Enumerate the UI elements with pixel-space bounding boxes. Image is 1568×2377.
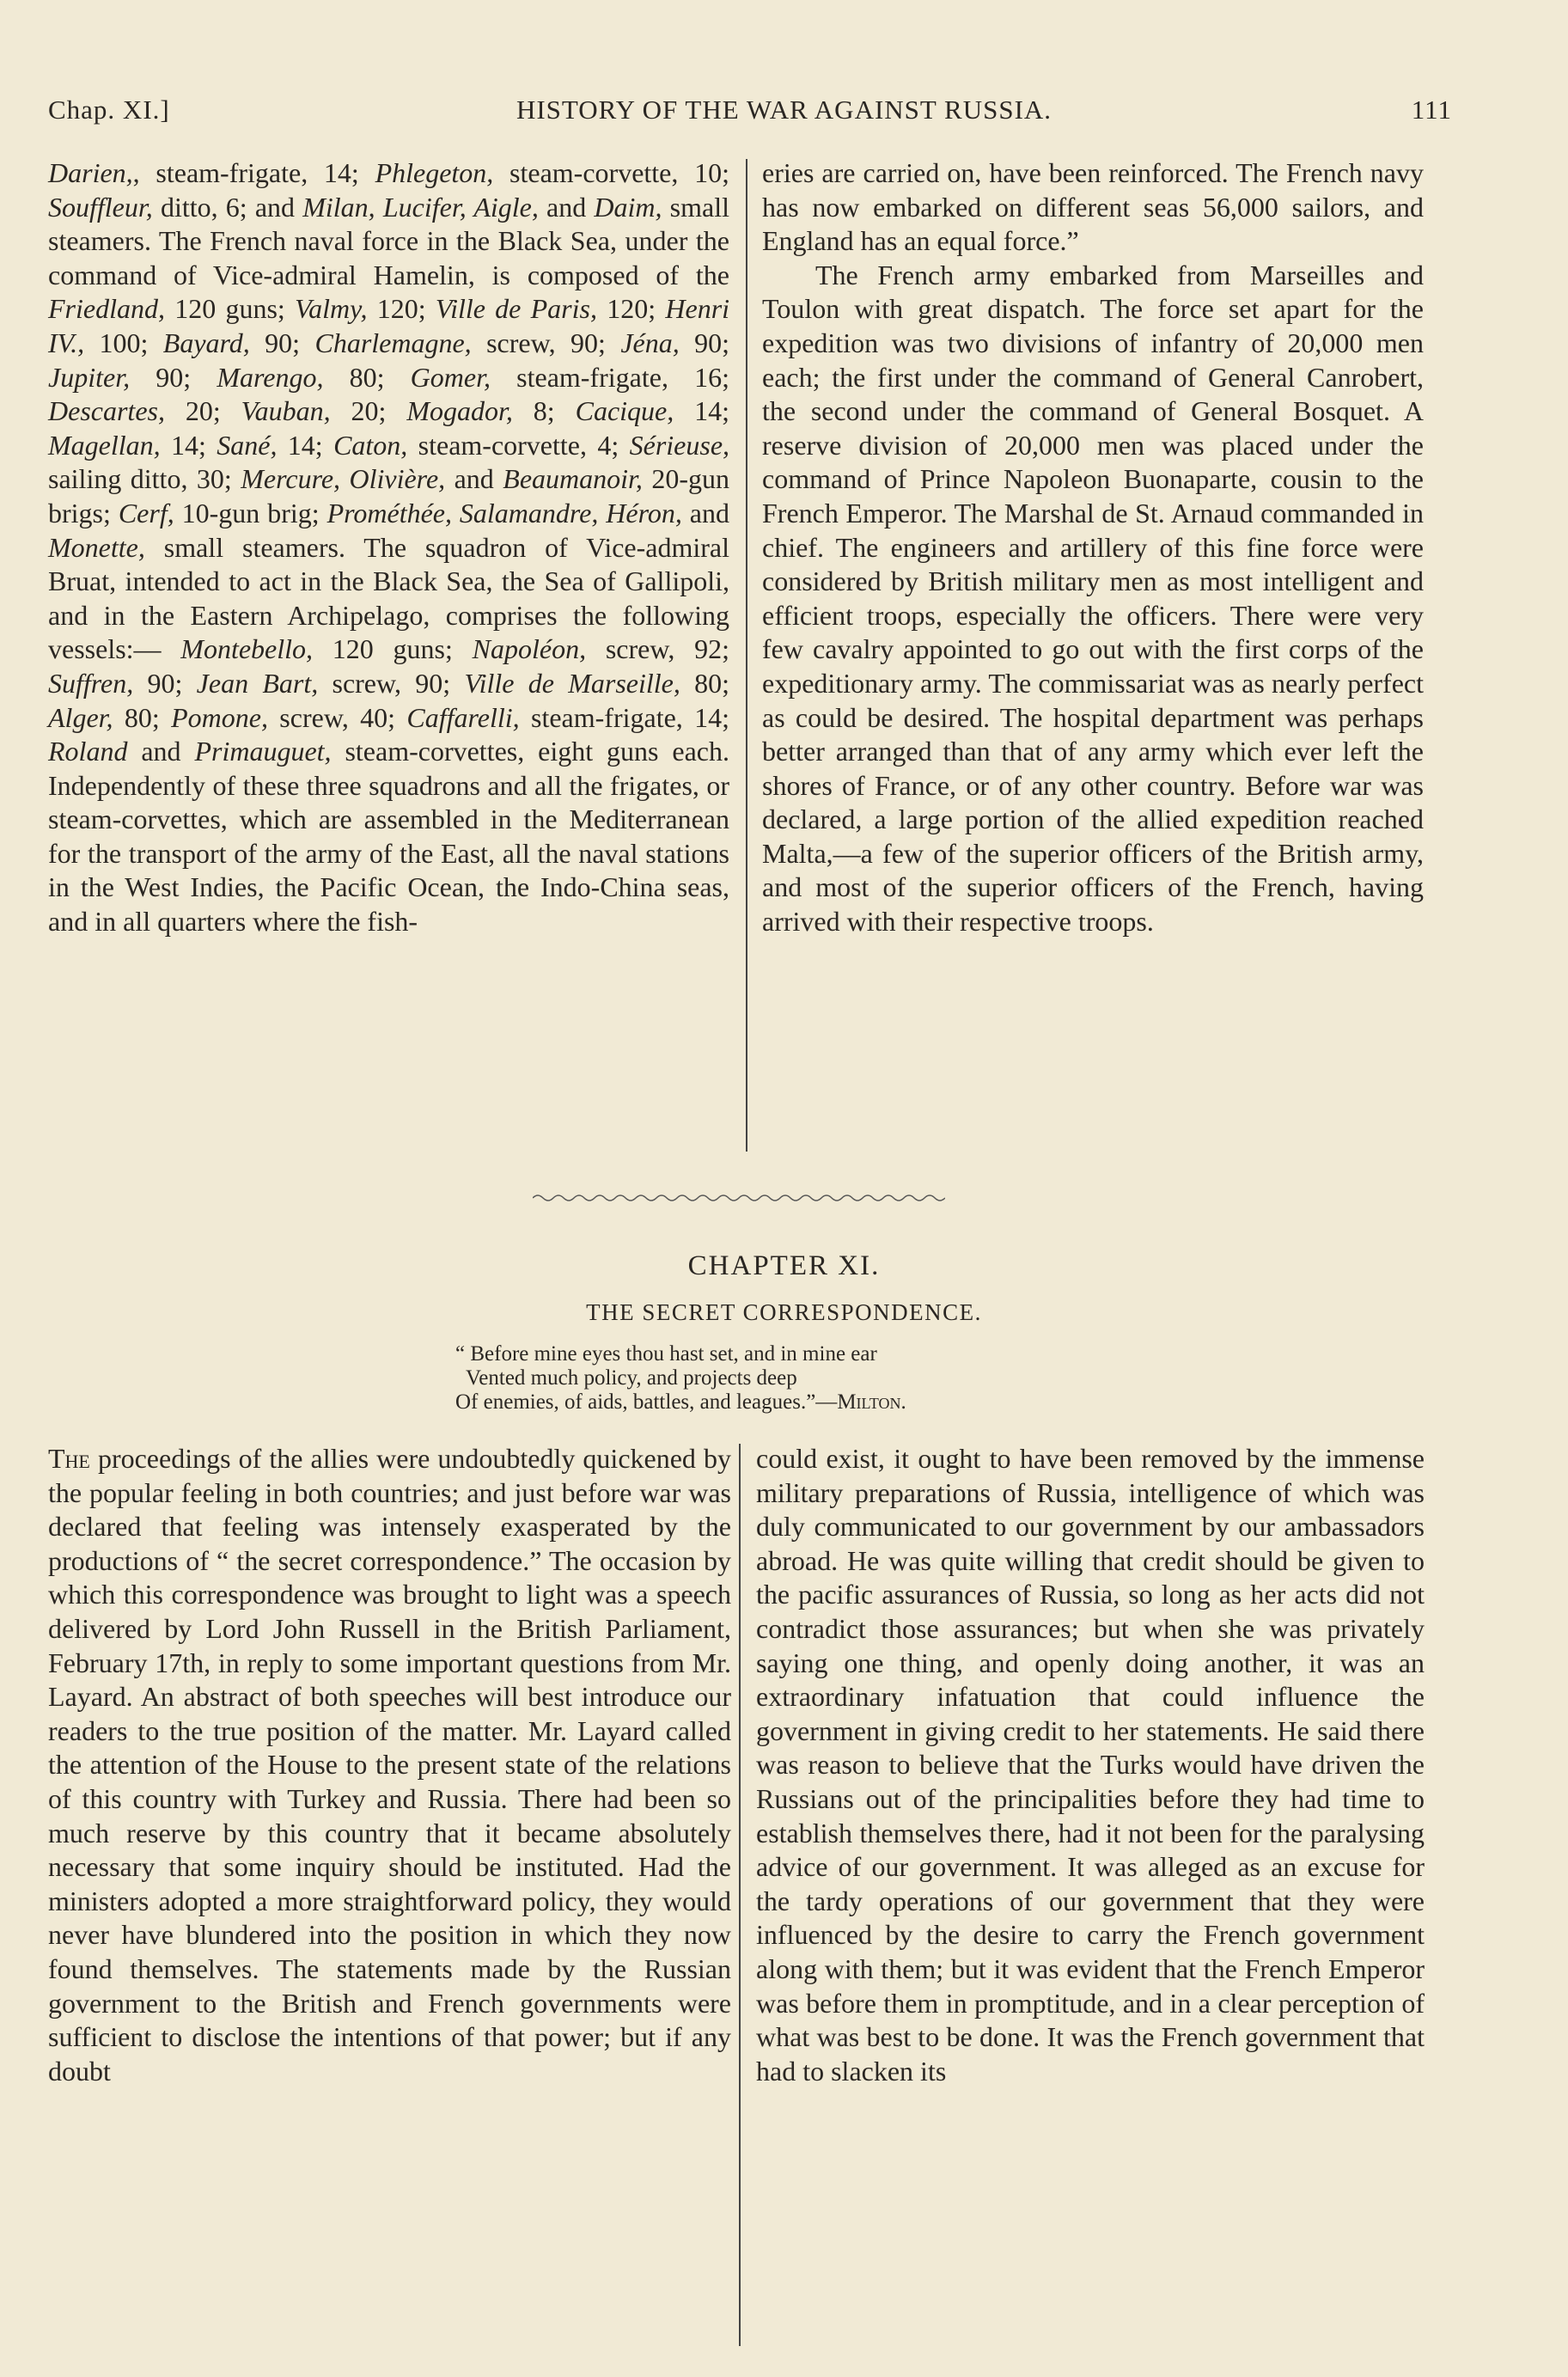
ship-name: Charlemagne,: [314, 327, 472, 358]
running-title: HISTORY OF THE WAR AGAINST RUSSIA.: [516, 95, 1052, 125]
text-run: , steam-frigate, 14;: [132, 157, 375, 188]
text-run: screw, 90;: [318, 667, 465, 699]
text-run: 120 guns;: [164, 293, 296, 325]
ship-name: Napoléon,: [472, 633, 587, 665]
ship-name: Ville de Paris,: [435, 293, 597, 325]
chapter-opening-paragraph: [48, 1442, 731, 2088]
epigraph-line-1: “ Before mine eyes thou hast set, and in mine ear: [455, 1342, 877, 1366]
text-run: 90;: [679, 327, 730, 358]
ship-name: Magellan,: [48, 429, 161, 461]
text-run: sailing ditto, 30;: [48, 463, 241, 495]
ship-name: Primauguet,: [194, 736, 332, 767]
ship-name: Gomer,: [410, 361, 491, 393]
text-run: 120 guns;: [313, 633, 473, 665]
epigraph-line-3-text: Of enemies, of aids, battles, and leagues.”—: [455, 1390, 838, 1414]
ship-name: Vauban,: [241, 395, 331, 427]
ship-name: Caton,: [333, 429, 408, 461]
text-run: 14;: [160, 429, 217, 461]
text-run: screw, 40;: [267, 701, 407, 733]
ship-name: Cacique,: [575, 395, 674, 427]
ship-name: Jéna,: [620, 327, 680, 358]
ship-name: Beaumanoir,: [503, 463, 643, 495]
column-rule-bottom: [739, 1444, 741, 2346]
text-run: 90;: [130, 361, 217, 393]
chapter-title: CHAPTER XI.: [687, 1250, 881, 1281]
text-run: 10-gun brig;: [174, 497, 327, 529]
ship-name: Caffarelli,: [406, 701, 520, 733]
text-run: ditto, 6; and: [152, 191, 303, 223]
top-right-paragraph-1: eries are carried on, have been reinforced. The French navy has now embarked on different seas 56,000 sailors, and England has an equal force.”: [762, 157, 1424, 257]
ship-name: Pomone,: [171, 701, 268, 733]
ship-name: Darien,: [48, 157, 133, 188]
text-run: steam-corvettes, eight guns each. Independently of these three squadrons and all the frigates, or steam-corvettes, which are assembled in the Mediterranean for the transport of the army of the East, all the naval stations in the West Indies, the Pacific Ocean, the Indo-China seas, and in all quarters where the fish-: [48, 736, 730, 938]
ship-name: Cerf,: [118, 497, 174, 529]
bottom-right-column: [756, 1442, 1425, 2088]
ship-name: Monette,: [48, 531, 145, 563]
text-run: small steamers. The squadron of Vice-admiral Bruat, intended to act in the Black Sea, the Sea of Gallipoli, and in the Eastern Archipelago, comprises the following vessels:—: [48, 531, 729, 665]
text-run: 80;: [113, 701, 172, 733]
epigraph: [455, 1342, 906, 1415]
ship-name: Suffren,: [48, 667, 134, 699]
ship-name: Prométhée, Salamandre, Héron,: [326, 497, 682, 529]
text-run: 20;: [330, 395, 407, 427]
ship-name: Friedland,: [48, 293, 165, 325]
text-run: and: [681, 497, 729, 529]
text-run: screw, 90;: [471, 327, 621, 358]
ship-name: Daim,: [594, 191, 662, 223]
bottom-right-paragraph: could exist, it ought to have been removed by the immense military preparations of Russia, intelligence of which was duly communicated to our government by our ambassadors abroad. He was quite willing that credit should be given to the pacific assurances of Russia, so long as her acts did not contradict those assurances; but when she was privately saying one thing, and openly doing another, it was an extraordinary infatuation that could influence the government in giving credit to her statements. He said there was reason to believe that the Turks would have driven the Russians out of the principalities before they had time to establish themselves there, had it not been for the paralysing advice of our government. It was alleged as an excuse for the tardy operations of our government that they were influenced by the desire to carry the French government along with them; but it was evident that the French Emperor was before them in promptitude, and in a clear perception of what was best to be done. It was the French government that had to slacken its: [756, 1443, 1425, 2087]
top-right-paragraph-2: The French army embarked from Marseilles and Toulon with great dispatch. The force set apart for the expedition was two divisions of infantry of 20,000 men each; the first under the command of General Canrobert, the second under the command of General Bosquet. A reserve division of 20,000 men was placed under the command of Prince Napoleon Buonaparte, cousin to the French Emperor. The Marshal de St. Arnaud commanded in chief. The engineers and artillery of this fine force were considered by British military men as most intelligent and efficient troops, especially the officers. There were very few cavalry appointed to go out with the first corps of the expeditionary army. The commissariat was as nearly perfect as could be desired. The hospital department was perhaps better arranged than that of any army which ever left the shores of France, or of any other country. Before war was declared, a large portion of the allied expedition reached Malta,—a few of the superior officers of the British army, and most of the superior officers of the French, having arrived with their respective troops.: [762, 259, 1424, 938]
ship-name: Jupiter,: [48, 361, 131, 393]
text-run: 120;: [367, 293, 436, 325]
ship-name: Mercure, Olivière,: [241, 463, 446, 495]
opening-text: proceedings of the allies were undoubtedly quickened by the popular feeling in both countries; and just before war was declared that feeling was intensely exasperated by the productions of “ the secret correspondence.” The occasion by which this correspondence was brought to light was a speech delivered by Lord John Russell in the British Parliament, February 17th, in reply to some important questions from Mr. Layard. An abstract of both speeches will best introduce our readers to the true position of the matter. Mr. Layard called the attention of the House to the present state of the relations of this country with Turkey and Russia. There had been so much reserve by this country that it became absolutely necessary that some inquiry should be instituted. Had the ministers adopted a more straightforward policy, they would never have blundered into the position in which they now found themselves. The statements made by the Russian government to the British and French governments were sufficient to disclose the intentions of that power; but if any doubt: [48, 1443, 731, 2087]
ship-name: Sané,: [217, 429, 278, 461]
text-run: 90;: [133, 667, 197, 699]
text-run: 90;: [249, 327, 315, 358]
naval-list-paragraph: [48, 156, 729, 939]
text-run: 14;: [277, 429, 334, 461]
text-run: steam-corvette, 4;: [407, 429, 630, 461]
text-run: screw, 92;: [586, 633, 729, 665]
ship-name: Souffleur,: [48, 191, 153, 223]
ship-name: Marengo,: [217, 361, 324, 393]
text-run: 120;: [596, 293, 666, 325]
text-run: steam-frigate, 14;: [519, 701, 730, 733]
text-run: steam-frigate, 16;: [490, 361, 729, 393]
text-run: 20-gun brigs;: [48, 463, 730, 529]
ship-name: Montebello,: [180, 633, 314, 665]
top-right-column: [762, 156, 1424, 939]
ship-name: Bayard,: [162, 327, 250, 358]
ship-name: Valmy,: [295, 293, 368, 325]
epigraph-line-2: Vented much policy, and projects deep: [466, 1366, 797, 1390]
text-run: 80;: [680, 667, 730, 699]
lead-word: The: [48, 1443, 90, 1474]
ship-name: Phlegeton,: [375, 157, 494, 188]
section-ornament: [533, 1190, 945, 1206]
ship-name: Henri IV.,: [48, 293, 730, 358]
column-rule-top: [746, 159, 747, 1152]
ship-name: Ville de Marseille,: [464, 667, 680, 699]
page-number: 111: [1411, 95, 1452, 125]
text-run: and: [127, 736, 195, 767]
ship-name: Sérieuse,: [629, 429, 730, 461]
text-run: 80;: [323, 361, 411, 393]
text-run: small steamers. The French naval force in the Black Sea, under the command of Vice-admiral Hamelin, is composed of the: [48, 191, 730, 290]
text-run: 14;: [674, 395, 730, 427]
text-run: 20;: [164, 395, 241, 427]
chapter-subtitle: THE SECRET CORRESPONDENCE.: [586, 1299, 982, 1325]
ship-name: Milan, Lucifer, Aigle,: [302, 191, 539, 223]
running-header: [0, 86, 1568, 137]
ship-name: Mogador,: [406, 395, 513, 427]
ship-name: Jean Bart,: [196, 667, 319, 699]
ship-name: Alger,: [48, 701, 113, 733]
text-run: steam-corvette, 10;: [493, 157, 730, 188]
ship-name: Roland: [48, 736, 128, 767]
text-run: 100;: [84, 327, 163, 358]
epigraph-line-3: [455, 1390, 906, 1415]
epigraph-author: Milton.: [837, 1390, 906, 1414]
ship-name: Descartes,: [48, 395, 165, 427]
text-run: and: [445, 463, 503, 495]
chapter-reference: Chap. XI.]: [48, 95, 170, 125]
bottom-left-column: [48, 1442, 731, 2088]
top-left-column: [48, 156, 729, 939]
text-run: 8;: [512, 395, 576, 427]
text-run: and: [538, 191, 595, 223]
